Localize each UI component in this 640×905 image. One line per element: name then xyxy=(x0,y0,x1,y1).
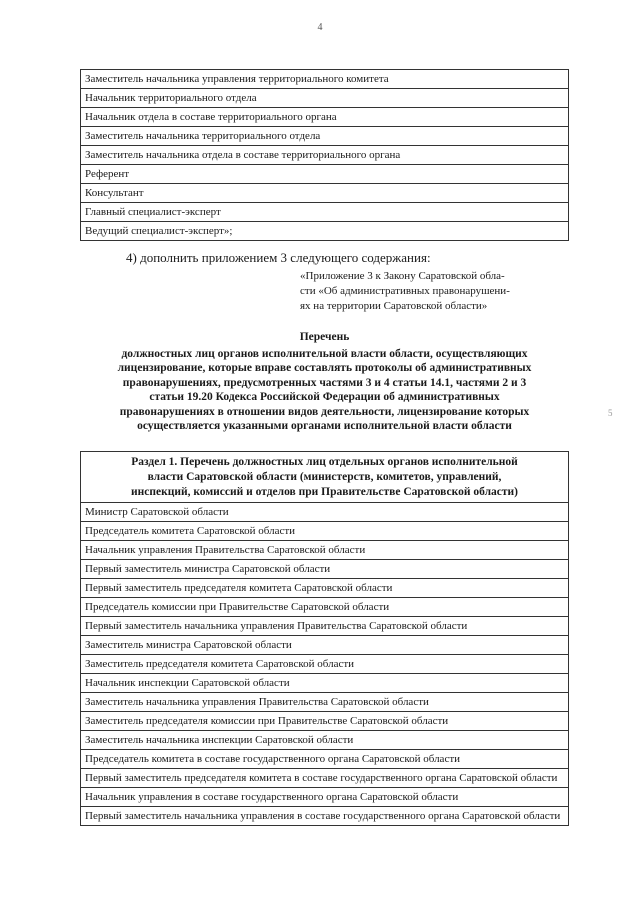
table-row xyxy=(81,89,569,108)
appendix-note-line: «Приложение 3 к Закону Саратовской обла- xyxy=(300,270,505,282)
table-cell: Начальник отдела в составе территориального органа xyxy=(81,108,569,127)
table-cell: Министр Саратовской области xyxy=(81,503,569,522)
table-row xyxy=(81,598,569,617)
section-header-line: власти Саратовской области (министерств, комитетов, управлений, xyxy=(147,471,502,483)
table-row xyxy=(81,222,569,241)
table-cell: Главный специалист-эксперт xyxy=(81,203,569,222)
table-row xyxy=(81,108,569,127)
table-row xyxy=(81,203,569,222)
table-row xyxy=(81,560,569,579)
list-subtitle-line: лицензирование, которые вправе составлять протоколы об административных xyxy=(117,362,532,374)
table-cell: Председатель комитета Саратовской области xyxy=(81,522,569,541)
table-cell: Начальник территориального отдела xyxy=(81,89,569,108)
table-row xyxy=(81,674,569,693)
table-cell: Заместитель начальника управления территориального комитета xyxy=(81,70,569,89)
table-cell: Заместитель председателя комитета Саратовской области xyxy=(81,655,569,674)
table-row xyxy=(81,70,569,89)
table-row xyxy=(81,712,569,731)
table-cell: Председатель комитета в составе государственного органа Саратовской области xyxy=(81,750,569,769)
table-cell: Заместитель начальника территориального отдела xyxy=(81,127,569,146)
table-row xyxy=(81,788,569,807)
section-header-line: Раздел 1. Перечень должностных лиц отдельных органов исполнительной xyxy=(131,456,518,468)
table-row xyxy=(81,127,569,146)
table-row xyxy=(81,165,569,184)
table-cell: Начальник инспекции Саратовской области xyxy=(81,674,569,693)
appendix-note xyxy=(300,269,568,314)
positions-table-continued xyxy=(80,69,569,241)
table-cell: Первый заместитель начальника управления Правительства Саратовской области xyxy=(81,617,569,636)
table-row xyxy=(81,731,569,750)
table-cell: Первый заместитель председателя комитета в составе государственного органа Саратовской области xyxy=(81,769,569,788)
table-row xyxy=(81,693,569,712)
list-subtitle-line: осуществляется указанными органами исполнительной власти области xyxy=(137,420,512,432)
table-row xyxy=(81,617,569,636)
table-row xyxy=(81,769,569,788)
table-cell: Первый заместитель министра Саратовской области xyxy=(81,560,569,579)
table-row xyxy=(81,184,569,203)
table-row xyxy=(81,522,569,541)
table-row xyxy=(81,807,569,826)
list-title: Перечень xyxy=(299,331,350,343)
section-header-row xyxy=(81,452,569,503)
appendix-note-line: сти «Об административных правонарушени- xyxy=(300,285,510,297)
table-cell: Референт xyxy=(81,165,569,184)
table-row xyxy=(81,579,569,598)
table-row xyxy=(81,655,569,674)
margin-mark: 5 xyxy=(608,408,613,418)
table-row xyxy=(81,750,569,769)
page-number: 4 xyxy=(317,22,323,33)
list-subtitle-line: правонарушениях, предусмотренных частями 3 и 4 статьи 14.1, частями 2 и 3 xyxy=(122,376,527,389)
table-cell: Заместитель министра Саратовской области xyxy=(81,636,569,655)
table-cell: Первый заместитель председателя комитета Саратовской области xyxy=(81,579,569,598)
table-cell: Консультант xyxy=(81,184,569,203)
table-cell: Начальник управления в составе государственного органа Саратовской области xyxy=(81,788,569,807)
appendix-note-line: ях на территории Саратовской области» xyxy=(300,300,488,312)
table-cell: Заместитель председателя комиссии при Правительстве Саратовской области xyxy=(81,712,569,731)
list-subtitle-line: статьи 19.20 Кодекса Российской Федерации об административных xyxy=(149,391,500,403)
table-row xyxy=(81,503,569,522)
table-cell: Заместитель начальника управления Правительства Саратовской области xyxy=(81,693,569,712)
table-cell: Начальник управления Правительства Саратовской области xyxy=(81,541,569,560)
table-cell: Первый заместитель начальника управления в составе государственного органа Саратовской области xyxy=(81,807,569,826)
table-row xyxy=(81,636,569,655)
table-cell: Председатель комиссии при Правительстве Саратовской области xyxy=(81,598,569,617)
table-row xyxy=(81,541,569,560)
section-1-header xyxy=(81,452,569,503)
table-cell: Ведущий специалист-эксперт»; xyxy=(81,222,569,241)
table-cell: Заместитель начальника отдела в составе территориального органа xyxy=(81,146,569,165)
officials-table xyxy=(80,451,569,826)
table-cell: Заместитель начальника инспекции Саратовской области xyxy=(81,731,569,750)
list-subtitle-line: правонарушениях в отношении видов деятельности, лицензирование которых xyxy=(119,405,530,418)
table-row xyxy=(81,146,569,165)
list-subtitle-line: должностных лиц органов исполнительной власти области, осуществляющих xyxy=(121,347,528,360)
list-heading xyxy=(80,330,569,434)
amendment-item: 4) дополнить приложением 3 следующего содержания: xyxy=(126,250,431,265)
section-header-line: инспекций, комиссий и отделов при Правительстве Саратовской области) xyxy=(130,486,518,498)
